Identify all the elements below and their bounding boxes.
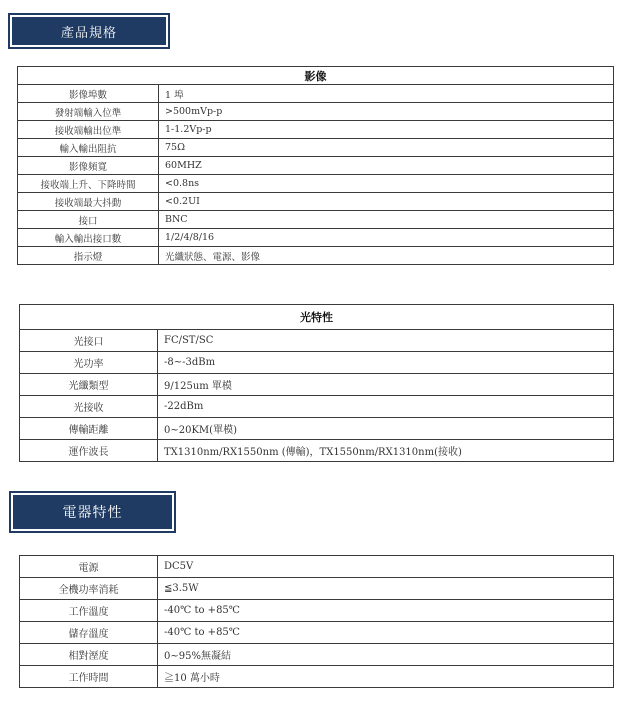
spec-value: 60MHZ (159, 157, 614, 175)
spec-label: 輸入輸出阻抗 (18, 139, 159, 157)
spec-value: 1-1.2Vp-p (159, 121, 614, 139)
table-row (20, 578, 614, 600)
optical-table-header: 光特性 (20, 305, 614, 330)
spec-label: 儲存溫度 (20, 622, 158, 644)
spec-value: 光纖狀態、電源、影像 (159, 247, 614, 265)
section-title-product-spec: 產品規格 (8, 13, 170, 49)
spec-label: 傳輸距離 (20, 418, 158, 440)
spec-value: 0~95%無凝結 (158, 644, 614, 666)
table-row (18, 175, 614, 193)
spec-label: 相對溼度 (20, 644, 158, 666)
video-spec-table (17, 66, 614, 265)
spec-value: 1 埠 (159, 85, 614, 103)
spec-value: -40℃ to +85℃ (158, 600, 614, 622)
table-row (20, 644, 614, 666)
spec-label: 影像頻寬 (18, 157, 159, 175)
spec-label: 光功率 (20, 352, 158, 374)
spec-value: 1/2/4/8/16 (159, 229, 614, 247)
spec-value: -40℃ to +85℃ (158, 622, 614, 644)
spec-label: 影像埠數 (18, 85, 159, 103)
spec-label: 工作時間 (20, 666, 158, 688)
spec-value: 75Ω (159, 139, 614, 157)
video-table-header: 影像 (18, 67, 614, 85)
table-row (18, 247, 614, 265)
table-row (18, 85, 614, 103)
spec-value: ≧10 萬小時 (158, 666, 614, 688)
table-row (20, 440, 614, 462)
spec-value: FC/ST/SC (158, 330, 614, 352)
table-header-row (20, 305, 614, 330)
table-row (18, 139, 614, 157)
table-row (20, 396, 614, 418)
spec-value: TX1310nm/RX1550nm (傳輸)，TX1550nm/RX1310nm(接收) (158, 440, 614, 462)
spec-label: 運作波長 (20, 440, 158, 462)
table-row (20, 622, 614, 644)
table-row (18, 103, 614, 121)
table-row (18, 211, 614, 229)
table-row (18, 193, 614, 211)
optical-spec-table (19, 304, 614, 462)
spec-label: 光接收 (20, 396, 158, 418)
electrical-spec-table (19, 555, 614, 688)
spec-label: 輸入輸出接口數 (18, 229, 159, 247)
section-title-electrical: 電器特性 (9, 491, 176, 533)
spec-label: 光接口 (20, 330, 158, 352)
spec-label: 接收端上升、下降時間 (18, 175, 159, 193)
spec-label: 工作溫度 (20, 600, 158, 622)
spec-label: 接收端輸出位準 (18, 121, 159, 139)
spec-value: 9/125um 單模 (158, 374, 614, 396)
table-row (20, 418, 614, 440)
table-row (20, 600, 614, 622)
spec-label: 接收端最大抖動 (18, 193, 159, 211)
spec-label: 接口 (18, 211, 159, 229)
table-row (18, 121, 614, 139)
table-row (18, 229, 614, 247)
spec-value: <0.8ns (159, 175, 614, 193)
spec-value: 0~20KM(單模) (158, 418, 614, 440)
spec-label: 發射端輸入位準 (18, 103, 159, 121)
spec-value: >500mVp-p (159, 103, 614, 121)
spec-label: 指示燈 (18, 247, 159, 265)
spec-label: 全機功率消耗 (20, 578, 158, 600)
table-row (20, 374, 614, 396)
spec-label: 光纖類型 (20, 374, 158, 396)
spec-value: <0.2UI (159, 193, 614, 211)
table-row (20, 556, 614, 578)
spec-label: 電源 (20, 556, 158, 578)
table-row (20, 666, 614, 688)
spec-value: -22dBm (158, 396, 614, 418)
table-row (18, 157, 614, 175)
table-header-row (18, 67, 614, 85)
spec-value: -8~-3dBm (158, 352, 614, 374)
spec-value: BNC (159, 211, 614, 229)
table-row (20, 352, 614, 374)
spec-value: ≦3.5W (158, 578, 614, 600)
spec-value: DC5V (158, 556, 614, 578)
table-row (20, 330, 614, 352)
